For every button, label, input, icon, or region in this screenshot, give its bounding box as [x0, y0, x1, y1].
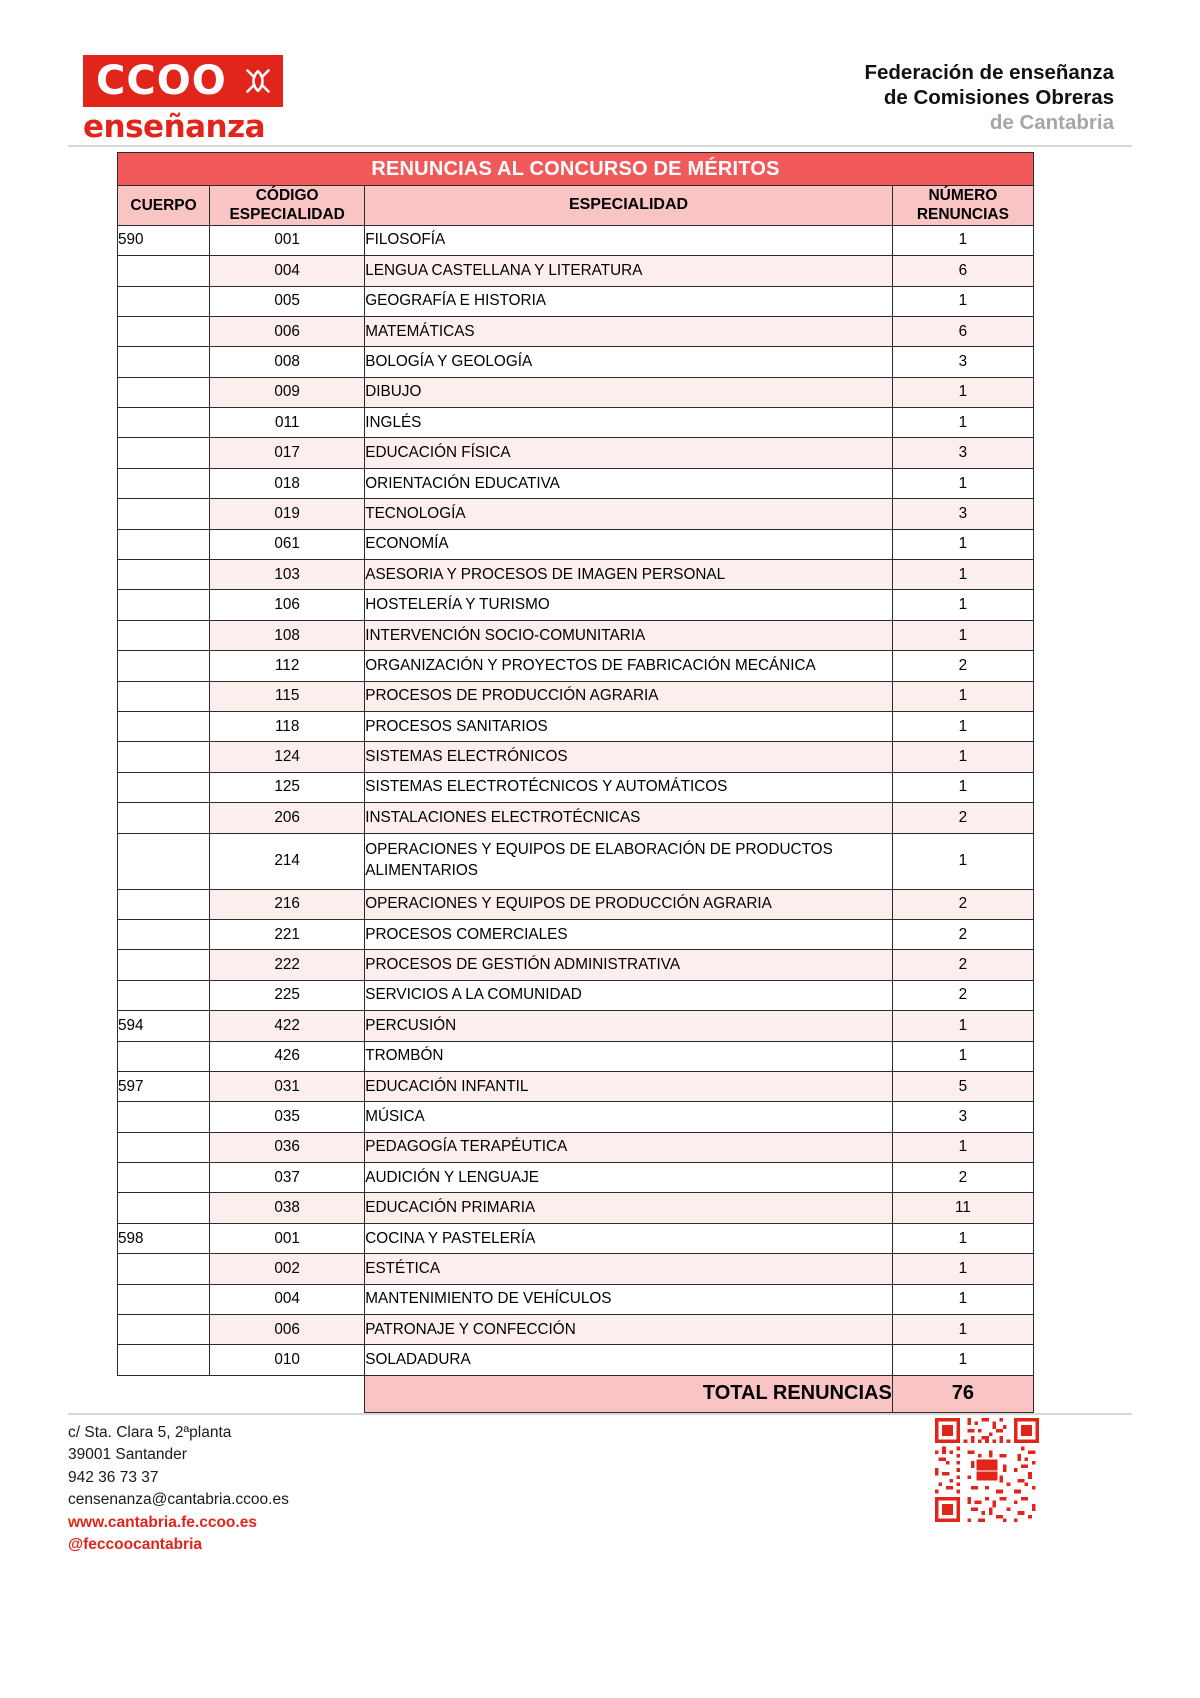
cell-numero-renuncias: 2	[892, 889, 1033, 919]
cell-cuerpo	[118, 1132, 210, 1162]
cell-numero-renuncias: 1	[892, 712, 1033, 742]
cell-especialidad: PROCESOS SANITARIOS	[365, 712, 893, 742]
table-row	[118, 772, 1034, 802]
cell-numero-renuncias: 2	[892, 803, 1033, 833]
cell-numero-renuncias: 1	[892, 468, 1033, 498]
cell-cuerpo	[118, 316, 210, 346]
cell-especialidad: ESTÉTICA	[365, 1254, 893, 1284]
cell-codigo-especialidad: 011	[210, 408, 365, 438]
cell-especialidad: SISTEMAS ELECTROTÉCNICOS Y AUTOMÁTICOS	[365, 772, 893, 802]
cell-especialidad: ASESORIA Y PROCESOS DE IMAGEN PERSONAL	[365, 560, 893, 590]
cell-cuerpo	[118, 742, 210, 772]
cell-numero-renuncias: 1	[892, 772, 1033, 802]
table-row	[118, 438, 1034, 468]
cell-codigo-especialidad: 035	[210, 1102, 365, 1132]
cell-cuerpo	[118, 529, 210, 559]
table-row	[118, 468, 1034, 498]
ccoo-logo-box	[83, 55, 283, 107]
cell-numero-renuncias: 11	[892, 1193, 1033, 1223]
footer-phone: 942 36 73 37	[68, 1468, 159, 1486]
cell-numero-renuncias: 6	[892, 316, 1033, 346]
cell-especialidad: TECNOLOGÍA	[365, 499, 893, 529]
cell-numero-renuncias: 2	[892, 651, 1033, 681]
cell-especialidad: OPERACIONES Y EQUIPOS DE PRODUCCIÓN AGRARIA	[365, 889, 893, 919]
org-line-2: de Comisiones Obreras	[883, 86, 1114, 109]
total-renuncias-label: TOTAL RENUNCIAS	[365, 1375, 893, 1412]
cell-codigo-especialidad: 216	[210, 889, 365, 919]
cell-cuerpo	[118, 1041, 210, 1071]
footer-social-handle[interactable]: @feccoocantabria	[68, 1536, 202, 1554]
table-row	[118, 347, 1034, 377]
cell-codigo-especialidad: 061	[210, 529, 365, 559]
cell-cuerpo	[118, 438, 210, 468]
cell-especialidad: SISTEMAS ELECTRÓNICOS	[365, 742, 893, 772]
table-body	[118, 225, 1034, 1375]
cell-numero-renuncias: 1	[892, 833, 1033, 889]
cell-codigo-especialidad: 103	[210, 560, 365, 590]
table-row	[118, 377, 1034, 407]
cell-especialidad: OPERACIONES Y EQUIPOS DE ELABORACIÓN DE PRODUCTOS ALIMENTARIOS	[365, 833, 893, 889]
cell-codigo-especialidad: 037	[210, 1163, 365, 1193]
table-row	[118, 803, 1034, 833]
cell-numero-renuncias: 1	[892, 560, 1033, 590]
table-foot	[118, 1375, 1034, 1412]
cell-numero-renuncias: 1	[892, 1132, 1033, 1162]
table-row	[118, 620, 1034, 650]
cell-codigo-especialidad: 001	[210, 1223, 365, 1253]
cell-especialidad: AUDICIÓN Y LENGUAJE	[365, 1163, 893, 1193]
page-footer	[68, 1422, 289, 1557]
cell-codigo-especialidad: 031	[210, 1071, 365, 1101]
cell-cuerpo	[118, 347, 210, 377]
cell-cuerpo	[118, 833, 210, 889]
table-row	[118, 1193, 1034, 1223]
cell-numero-renuncias: 6	[892, 256, 1033, 286]
cell-especialidad: LENGUA CASTELLANA Y LITERATURA	[365, 256, 893, 286]
cell-codigo-especialidad: 106	[210, 590, 365, 620]
cell-cuerpo	[118, 980, 210, 1010]
table-row	[118, 651, 1034, 681]
cell-numero-renuncias: 1	[892, 1284, 1033, 1314]
cell-cuerpo: 590	[118, 225, 210, 255]
cell-especialidad: GEOGRAFÍA E HISTORIA	[365, 286, 893, 316]
footer-address: c/ Sta. Clara 5, 2ªplanta	[68, 1424, 232, 1441]
total-renuncias-value: 76	[892, 1375, 1033, 1412]
table-row	[118, 1132, 1034, 1162]
column-header-cuerpo: CUERPO	[118, 186, 210, 226]
cell-especialidad: MÚSICA	[365, 1102, 893, 1132]
cell-especialidad: EDUCACIÓN INFANTIL	[365, 1071, 893, 1101]
cell-codigo-especialidad: 036	[210, 1132, 365, 1162]
cell-numero-renuncias: 5	[892, 1071, 1033, 1101]
cell-codigo-especialidad: 115	[210, 681, 365, 711]
cell-especialidad: PATRONAJE Y CONFECCIÓN	[365, 1315, 893, 1345]
cell-numero-renuncias: 2	[892, 919, 1033, 949]
cell-codigo-especialidad: 019	[210, 499, 365, 529]
table-row	[118, 919, 1034, 949]
cell-especialidad: INTERVENCIÓN SOCIO-COMUNITARIA	[365, 620, 893, 650]
cell-cuerpo	[118, 1193, 210, 1223]
cell-codigo-especialidad: 004	[210, 256, 365, 286]
table-row	[118, 1223, 1034, 1253]
cell-codigo-especialidad: 124	[210, 742, 365, 772]
cell-codigo-especialidad: 108	[210, 620, 365, 650]
cell-especialidad: PROCESOS COMERCIALES	[365, 919, 893, 949]
cell-numero-renuncias: 1	[892, 225, 1033, 255]
cell-especialidad: HOSTELERÍA Y TURISMO	[365, 590, 893, 620]
cell-codigo-especialidad: 009	[210, 377, 365, 407]
cell-cuerpo	[118, 256, 210, 286]
total-row	[118, 1375, 1034, 1412]
column-header-numero-line2: RENUNCIAS	[916, 206, 1009, 224]
ccoo-logo	[83, 55, 283, 144]
cell-numero-renuncias: 1	[892, 286, 1033, 316]
cell-codigo-especialidad: 222	[210, 950, 365, 980]
cell-codigo-especialidad: 001	[210, 225, 365, 255]
cell-especialidad: INGLÉS	[365, 408, 893, 438]
cell-codigo-especialidad: 002	[210, 1254, 365, 1284]
table-row	[118, 256, 1034, 286]
cell-especialidad: PROCESOS DE PRODUCCIÓN AGRARIA	[365, 681, 893, 711]
organization-block	[864, 60, 1114, 135]
cell-cuerpo	[118, 1254, 210, 1284]
cell-cuerpo	[118, 620, 210, 650]
cell-cuerpo	[118, 1284, 210, 1314]
cell-cuerpo	[118, 681, 210, 711]
cell-cuerpo	[118, 499, 210, 529]
cell-cuerpo	[118, 651, 210, 681]
cell-especialidad: ECONOMÍA	[365, 529, 893, 559]
cell-cuerpo	[118, 950, 210, 980]
cell-numero-renuncias: 3	[892, 438, 1033, 468]
cell-codigo-especialidad: 008	[210, 347, 365, 377]
renuncias-table	[117, 152, 1034, 1413]
cell-numero-renuncias: 2	[892, 950, 1033, 980]
cell-numero-renuncias: 3	[892, 499, 1033, 529]
cell-cuerpo	[118, 1345, 210, 1375]
cell-especialidad: MATEMÁTICAS	[365, 316, 893, 346]
cell-codigo-especialidad: 018	[210, 468, 365, 498]
cell-codigo-especialidad: 426	[210, 1041, 365, 1071]
cell-codigo-especialidad: 006	[210, 316, 365, 346]
cell-especialidad: EDUCACIÓN FÍSICA	[365, 438, 893, 468]
cell-especialidad: FILOSOFÍA	[365, 225, 893, 255]
cell-especialidad: PEDAGOGÍA TERAPÉUTICA	[365, 1132, 893, 1162]
table-row	[118, 1284, 1034, 1314]
cell-codigo-especialidad: 006	[210, 1315, 365, 1345]
table-row	[118, 499, 1034, 529]
table-row	[118, 742, 1034, 772]
cell-numero-renuncias: 1	[892, 681, 1033, 711]
table-row	[118, 1315, 1034, 1345]
total-spacer-cuerpo	[118, 1375, 210, 1412]
table-row	[118, 1102, 1034, 1132]
qr-code[interactable]	[935, 1418, 1039, 1522]
cell-cuerpo: 597	[118, 1071, 210, 1101]
cell-cuerpo	[118, 1315, 210, 1345]
cell-codigo-especialidad: 005	[210, 286, 365, 316]
cell-numero-renuncias: 2	[892, 1163, 1033, 1193]
column-header-codigo	[210, 186, 365, 226]
cell-cuerpo	[118, 286, 210, 316]
footer-website[interactable]: www.cantabria.fe.ccoo.es	[68, 1513, 257, 1531]
cell-cuerpo	[118, 919, 210, 949]
cell-especialidad: PERCUSIÓN	[365, 1011, 893, 1041]
cell-numero-renuncias: 1	[892, 620, 1033, 650]
cell-especialidad: MANTENIMIENTO DE VEHÍCULOS	[365, 1284, 893, 1314]
cell-codigo-especialidad: 010	[210, 1345, 365, 1375]
cell-codigo-especialidad: 118	[210, 712, 365, 742]
cell-especialidad: TROMBÓN	[365, 1041, 893, 1071]
header-divider	[68, 145, 1132, 147]
table-title: RENUNCIAS AL CONCURSO DE MÉRITOS	[118, 153, 1034, 186]
ccoo-star-icon	[243, 66, 273, 96]
table-row	[118, 833, 1034, 889]
table-column-header-row	[118, 186, 1034, 226]
cell-numero-renuncias: 3	[892, 1102, 1033, 1132]
cell-especialidad: SERVICIOS A LA COMUNIDAD	[365, 980, 893, 1010]
cell-especialidad: INSTALACIONES ELECTROTÉCNICAS	[365, 803, 893, 833]
cell-especialidad: DIBUJO	[365, 377, 893, 407]
table-row	[118, 225, 1034, 255]
cell-numero-renuncias: 3	[892, 347, 1033, 377]
cell-codigo-especialidad: 112	[210, 651, 365, 681]
cell-especialidad: EDUCACIÓN PRIMARIA	[365, 1193, 893, 1223]
cell-numero-renuncias: 1	[892, 529, 1033, 559]
cell-numero-renuncias: 1	[892, 1345, 1033, 1375]
footer-email[interactable]: censenanza@cantabria.ccoo.es	[68, 1491, 289, 1509]
cell-especialidad: PROCESOS DE GESTIÓN ADMINISTRATIVA	[365, 950, 893, 980]
cell-cuerpo	[118, 1102, 210, 1132]
cell-codigo-especialidad: 004	[210, 1284, 365, 1314]
cell-codigo-especialidad: 038	[210, 1193, 365, 1223]
total-spacer-codigo	[210, 1375, 365, 1412]
column-header-codigo-line2: ESPECIALIDAD	[229, 206, 345, 224]
renuncias-table-wrapper	[117, 152, 1034, 1413]
table-row	[118, 980, 1034, 1010]
cell-codigo-especialidad: 221	[210, 919, 365, 949]
column-header-especialidad: ESPECIALIDAD	[365, 186, 893, 226]
cell-numero-renuncias: 1	[892, 377, 1033, 407]
table-row	[118, 681, 1034, 711]
table-row	[118, 1254, 1034, 1284]
table-row	[118, 1345, 1034, 1375]
cell-numero-renuncias: 2	[892, 980, 1033, 1010]
table-row	[118, 1163, 1034, 1193]
cell-cuerpo	[118, 468, 210, 498]
cell-cuerpo	[118, 803, 210, 833]
cell-codigo-especialidad: 125	[210, 772, 365, 802]
cell-codigo-especialidad: 422	[210, 1011, 365, 1041]
org-line-1: Federación de enseñanza	[864, 61, 1114, 84]
column-header-numero-renuncias	[892, 186, 1033, 226]
cell-cuerpo: 594	[118, 1011, 210, 1041]
cell-numero-renuncias: 1	[892, 590, 1033, 620]
cell-codigo-especialidad: 214	[210, 833, 365, 889]
cell-codigo-especialidad: 017	[210, 438, 365, 468]
cell-especialidad: BOLOGÍA Y GEOLOGÍA	[365, 347, 893, 377]
cell-especialidad: SOLADADURA	[365, 1345, 893, 1375]
table-row	[118, 590, 1034, 620]
column-header-codigo-line1: CÓDIGO	[255, 187, 319, 204]
cell-cuerpo	[118, 560, 210, 590]
table-head	[118, 153, 1034, 226]
table-row	[118, 712, 1034, 742]
table-row	[118, 560, 1034, 590]
cell-numero-renuncias: 1	[892, 1223, 1033, 1253]
cell-cuerpo	[118, 377, 210, 407]
cell-especialidad: COCINA Y PASTELERÍA	[365, 1223, 893, 1253]
cell-cuerpo	[118, 712, 210, 742]
table-row	[118, 1041, 1034, 1071]
table-row	[118, 316, 1034, 346]
table-row	[118, 1011, 1034, 1041]
cell-numero-renuncias: 1	[892, 1041, 1033, 1071]
cell-cuerpo	[118, 590, 210, 620]
ccoo-logo-text: CCOO	[96, 58, 227, 104]
table-row	[118, 529, 1034, 559]
footer-divider	[68, 1413, 1132, 1415]
footer-postal: 39001 Santander	[68, 1446, 187, 1464]
cell-cuerpo	[118, 772, 210, 802]
cell-codigo-especialidad: 225	[210, 980, 365, 1010]
table-title-row	[118, 153, 1034, 186]
column-header-numero-line1: NÚMERO	[928, 187, 998, 204]
qr-code-icon	[935, 1418, 1039, 1522]
cell-numero-renuncias: 1	[892, 1011, 1033, 1041]
table-row	[118, 286, 1034, 316]
cell-numero-renuncias: 1	[892, 1315, 1033, 1345]
cell-especialidad: ORGANIZACIÓN Y PROYECTOS DE FABRICACIÓN MECÁNICA	[365, 651, 893, 681]
table-row	[118, 889, 1034, 919]
table-row	[118, 950, 1034, 980]
cell-cuerpo	[118, 1163, 210, 1193]
cell-cuerpo	[118, 408, 210, 438]
cell-numero-renuncias: 1	[892, 408, 1033, 438]
cell-cuerpo	[118, 889, 210, 919]
cell-codigo-especialidad: 206	[210, 803, 365, 833]
cell-numero-renuncias: 1	[892, 1254, 1033, 1284]
page-header	[0, 0, 1200, 148]
table-row	[118, 1071, 1034, 1101]
table-row	[118, 408, 1034, 438]
cell-especialidad: ORIENTACIÓN EDUCATIVA	[365, 468, 893, 498]
cell-cuerpo: 598	[118, 1223, 210, 1253]
org-line-3: de Cantabria	[989, 111, 1114, 134]
ccoo-logo-subtitle: enseñanza	[83, 109, 266, 145]
cell-numero-renuncias: 1	[892, 742, 1033, 772]
